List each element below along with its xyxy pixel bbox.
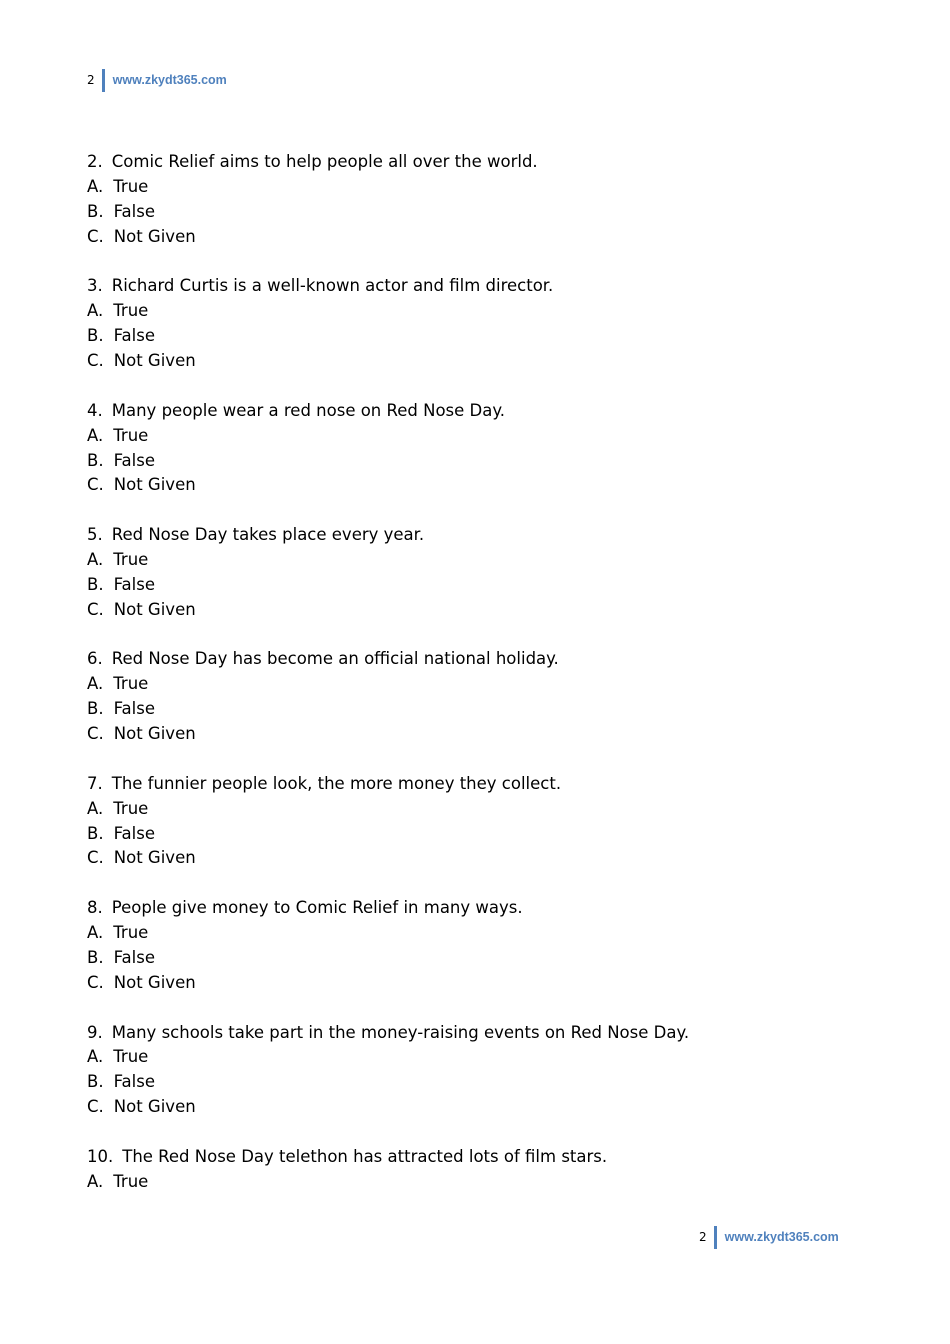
question-stem bbox=[87, 896, 867, 921]
option-label: False bbox=[113, 574, 155, 594]
option-label: False bbox=[113, 450, 155, 470]
option-letter: A. bbox=[87, 549, 104, 569]
option-label: True bbox=[113, 1171, 149, 1191]
answer-option[interactable] bbox=[87, 175, 867, 200]
answer-option[interactable] bbox=[87, 822, 867, 847]
answer-option[interactable] bbox=[87, 548, 867, 573]
answer-option[interactable] bbox=[87, 797, 867, 822]
option-letter: B. bbox=[87, 201, 104, 221]
answer-option[interactable] bbox=[87, 1070, 867, 1095]
option-label: False bbox=[113, 699, 155, 719]
option-label: False bbox=[113, 823, 155, 843]
option-letter: C. bbox=[87, 972, 104, 992]
option-label: True bbox=[113, 798, 149, 818]
option-letter: A. bbox=[87, 1047, 104, 1067]
answer-option[interactable] bbox=[87, 424, 867, 449]
question-number: 3. bbox=[87, 276, 103, 296]
question-item bbox=[87, 523, 867, 623]
question-item bbox=[87, 1021, 867, 1121]
question-number: 7. bbox=[87, 773, 103, 793]
question-number: 9. bbox=[87, 1022, 103, 1042]
answer-option[interactable] bbox=[87, 225, 867, 250]
option-label: Not Given bbox=[113, 351, 196, 371]
option-letter: C. bbox=[87, 848, 104, 868]
answer-option[interactable] bbox=[87, 846, 867, 871]
option-letter: A. bbox=[87, 425, 104, 445]
option-label: False bbox=[113, 201, 155, 221]
answer-option[interactable] bbox=[87, 697, 867, 722]
question-text: Many people wear a red nose on Red Nose Day. bbox=[111, 400, 506, 420]
question-number: 10. bbox=[87, 1146, 114, 1166]
question-number: 5. bbox=[87, 525, 103, 545]
answer-option[interactable] bbox=[87, 449, 867, 474]
question-number: 4. bbox=[87, 400, 103, 420]
option-letter: C. bbox=[87, 226, 104, 246]
option-letter: C. bbox=[87, 724, 104, 744]
answer-option[interactable] bbox=[87, 921, 867, 946]
question-item bbox=[87, 896, 867, 996]
option-label: False bbox=[113, 1072, 155, 1092]
question-number: 8. bbox=[87, 898, 103, 918]
option-label: True bbox=[113, 549, 149, 569]
answer-option[interactable] bbox=[87, 473, 867, 498]
question-stem bbox=[87, 772, 867, 797]
option-label: True bbox=[113, 301, 149, 321]
question-item bbox=[87, 1145, 867, 1195]
option-letter: C. bbox=[87, 599, 104, 619]
option-label: Not Given bbox=[113, 848, 196, 868]
option-label: Not Given bbox=[113, 1097, 196, 1117]
option-letter: C. bbox=[87, 1097, 104, 1117]
answer-option[interactable] bbox=[87, 1095, 867, 1120]
option-letter: C. bbox=[87, 351, 104, 371]
question-text: Richard Curtis is a well-known actor and film director. bbox=[111, 276, 554, 296]
question-text: People give money to Comic Relief in many ways. bbox=[111, 898, 523, 918]
option-label: Not Given bbox=[113, 972, 196, 992]
answer-option[interactable] bbox=[87, 946, 867, 971]
option-letter: B. bbox=[87, 326, 104, 346]
question-item bbox=[87, 647, 867, 747]
question-text: The Red Nose Day telethon has attracted lots of film stars. bbox=[122, 1146, 608, 1166]
header-site-link[interactable]: www.zkydt365.com bbox=[112, 73, 227, 87]
question-text: Red Nose Day has become an official national holiday. bbox=[111, 649, 559, 669]
question-number: 2. bbox=[87, 152, 103, 171]
answer-option[interactable] bbox=[87, 971, 867, 996]
option-label: True bbox=[113, 425, 149, 445]
option-letter: B. bbox=[87, 823, 104, 843]
footer-divider-bar bbox=[714, 1226, 717, 1249]
question-text: Comic Relief aims to help people all over the world. bbox=[111, 152, 538, 171]
answer-option[interactable] bbox=[87, 598, 867, 623]
option-label: True bbox=[113, 674, 149, 694]
page-footer bbox=[699, 1225, 839, 1249]
question-stem bbox=[87, 1021, 867, 1046]
option-label: Not Given bbox=[113, 599, 196, 619]
option-label: True bbox=[113, 923, 149, 943]
answer-option[interactable] bbox=[87, 324, 867, 349]
header-divider-bar bbox=[102, 69, 105, 92]
answer-option[interactable] bbox=[87, 349, 867, 374]
question-item bbox=[87, 274, 867, 374]
question-item bbox=[87, 150, 867, 250]
page-header bbox=[87, 68, 227, 92]
header-page-number: 2 bbox=[87, 73, 95, 87]
answer-option[interactable] bbox=[87, 200, 867, 225]
option-label: False bbox=[113, 947, 155, 967]
answer-option[interactable] bbox=[87, 573, 867, 598]
option-letter: A. bbox=[87, 301, 104, 321]
question-text: The funnier people look, the more money they collect. bbox=[111, 773, 562, 793]
question-stem bbox=[87, 274, 867, 299]
option-label: True bbox=[113, 1047, 149, 1067]
option-label: Not Given bbox=[113, 226, 196, 246]
option-label: Not Given bbox=[113, 475, 196, 495]
footer-page-number: 2 bbox=[699, 1230, 707, 1244]
option-label: True bbox=[113, 176, 149, 196]
question-text: Red Nose Day takes place every year. bbox=[111, 525, 425, 545]
answer-option[interactable] bbox=[87, 1045, 867, 1070]
question-text: Many schools take part in the money-raising events on Red Nose Day. bbox=[111, 1022, 690, 1042]
question-stem bbox=[87, 647, 867, 672]
option-letter: A. bbox=[87, 923, 104, 943]
answer-option[interactable] bbox=[87, 1170, 867, 1195]
question-stem bbox=[87, 399, 867, 424]
option-letter: A. bbox=[87, 674, 104, 694]
question-item bbox=[87, 772, 867, 872]
question-stem bbox=[87, 523, 867, 548]
option-letter: B. bbox=[87, 1072, 104, 1092]
option-letter: B. bbox=[87, 574, 104, 594]
option-label: Not Given bbox=[113, 724, 196, 744]
option-letter: A. bbox=[87, 1171, 104, 1191]
option-letter: B. bbox=[87, 450, 104, 470]
option-letter: A. bbox=[87, 798, 104, 818]
question-item bbox=[87, 399, 867, 499]
footer-site-link[interactable]: www.zkydt365.com bbox=[724, 1230, 839, 1244]
option-label: False bbox=[113, 326, 155, 346]
option-letter: A. bbox=[87, 176, 104, 196]
answer-option[interactable] bbox=[87, 722, 867, 747]
question-list bbox=[87, 150, 867, 1219]
answer-option[interactable] bbox=[87, 299, 867, 324]
option-letter: B. bbox=[87, 699, 104, 719]
question-stem bbox=[87, 150, 867, 175]
question-stem bbox=[87, 1145, 867, 1170]
answer-option[interactable] bbox=[87, 672, 867, 697]
option-letter: B. bbox=[87, 947, 104, 967]
question-number: 6. bbox=[87, 649, 103, 669]
option-letter: C. bbox=[87, 475, 104, 495]
